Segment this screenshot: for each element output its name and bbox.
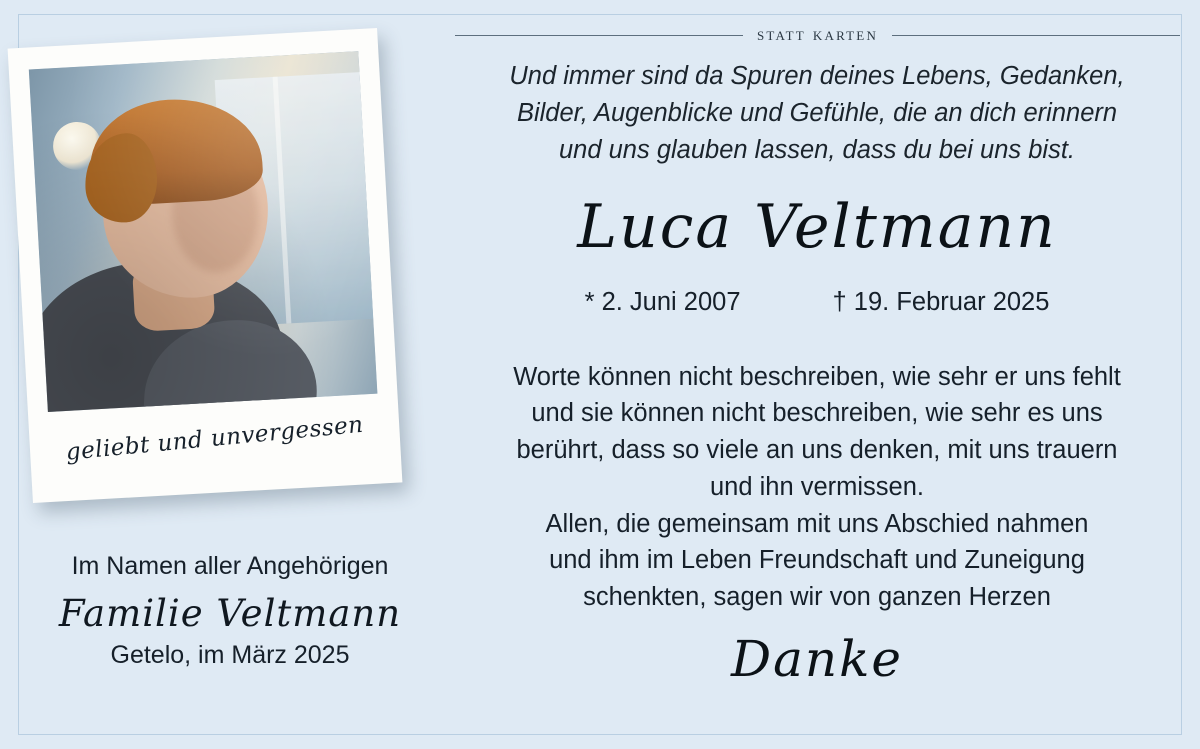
gratitude-line: und ihm im Leben Freundschaft und Zuneigung — [549, 546, 1085, 575]
header-rule-right — [892, 35, 1180, 36]
verse-block — [452, 58, 1182, 170]
header-kicker: statt karten — [756, 24, 879, 45]
verse-line: Bilder, Augenblicke und Gefühle, die an dich erinnern — [516, 99, 1118, 128]
photo-grain — [29, 51, 378, 412]
family-block — [20, 550, 440, 670]
gratitude-line: schenkten, sagen wir von ganzen Herzen — [583, 582, 1051, 611]
polaroid — [8, 28, 403, 503]
death-date: † 19. Februar 2025 — [832, 287, 1050, 316]
photo-caption: geliebt und unvergessen — [64, 411, 365, 466]
gratitude-line: Worte können nicht beschreiben, wie sehr er uns fehlt — [513, 362, 1121, 391]
polaroid-frame — [14, 30, 414, 500]
closing-word: Danke — [731, 629, 903, 688]
gratitude-line: und ihn vermissen. — [709, 472, 925, 501]
verse-line: und uns glauben lassen, dass du bei uns bist. — [558, 136, 1076, 165]
verse-line: Und immer sind da Spuren deines Lebens, Gedanken, — [509, 62, 1125, 90]
place-date: Getelo, im März 2025 — [110, 640, 350, 669]
on-behalf-text: Im Namen aller Angehörigen — [71, 552, 389, 580]
gratitude-text — [452, 359, 1182, 616]
header-rule-left — [455, 35, 743, 36]
portrait-photo — [29, 51, 378, 412]
family-name: Familie Veltmann — [58, 591, 402, 635]
gratitude-line: Allen, die gemeinsam mit uns Abschied nahmen — [545, 509, 1089, 538]
gratitude-line: und sie können nicht beschreiben, wie sehr es uns — [531, 399, 1103, 428]
card-header — [455, 20, 1180, 50]
birth-date: * 2. Juni 2007 — [584, 287, 741, 316]
deceased-name: Luca Veltmann — [577, 191, 1057, 262]
gratitude-line: berührt, dass so viele an uns denken, mit uns trauern — [516, 436, 1118, 465]
memorial-text-column — [452, 58, 1182, 688]
life-dates — [452, 288, 1182, 317]
